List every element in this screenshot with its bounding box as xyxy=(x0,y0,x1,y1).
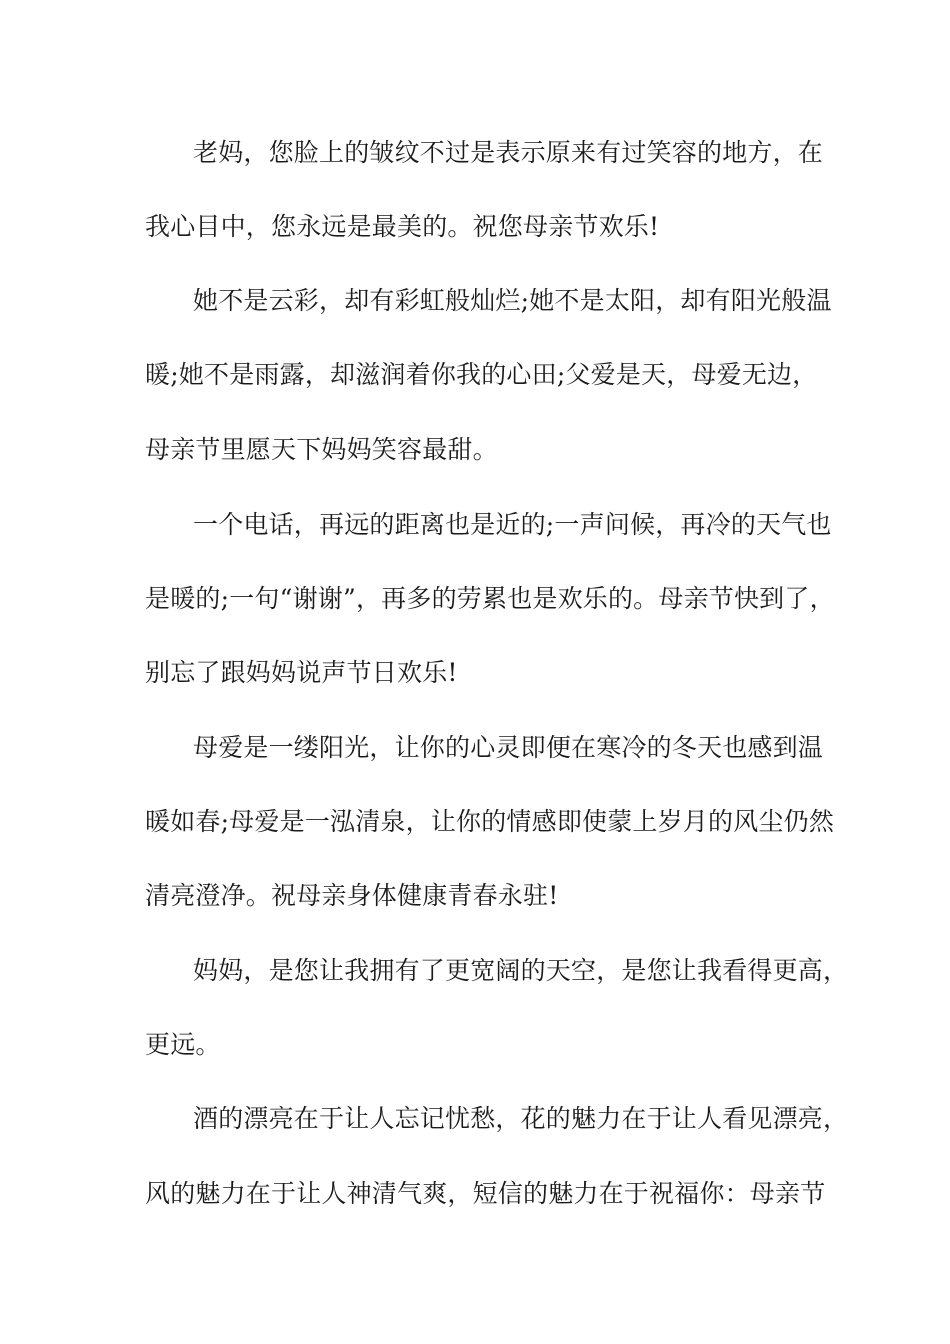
paragraph-1-line-1: 老妈，您脸上的皱纹不过是表示原来有过笑容的地方，在 xyxy=(193,138,824,167)
paragraph-2-line-2: 暖;她不是雨露，却滋润着你我的心田;父爱是天，母爱无边， xyxy=(145,360,818,389)
paragraph-2-line-3: 母亲节里愿天下妈妈笑容最甜。 xyxy=(145,435,498,464)
paragraph-4-line-3: 清亮澄净。祝母亲身体健康青春永驻! xyxy=(145,881,559,910)
paragraph-5-line-2: 更远。 xyxy=(145,1030,221,1059)
paragraph-4-line-2: 暖如春;母爱是一泓清泉，让你的情感即使蒙上岁月的风尘仍然 xyxy=(145,807,835,836)
paragraph-2-line-1: 她不是云彩，却有彩虹般灿烂;她不是太阳，却有阳光般温 xyxy=(193,286,832,315)
paragraph-3-line-1: 一个电话，再远的距离也是近的;一声问候，再冷的天气也 xyxy=(193,510,832,539)
paragraph-6-line-2: 风的魅力在于让人神清气爽，短信的魅力在于祝福你：母亲节 xyxy=(145,1179,826,1208)
paragraph-4-line-1: 母爱是一缕阳光，让你的心灵即便在寒冷的冬天也感到温 xyxy=(193,733,824,762)
paragraph-3-line-2: 是暖的;一句“谢谢”，再多的劳累也是欢乐的。母亲节快到了， xyxy=(145,584,835,613)
paragraph-5-line-1: 妈妈，是您让我拥有了更宽阔的天空，是您让我看得更高， xyxy=(193,956,849,985)
paragraph-1-line-2: 我心目中，您永远是最美的。祝您母亲节欢乐! xyxy=(145,212,660,241)
paragraph-3-line-3: 别忘了跟妈妈说声节日欢乐! xyxy=(145,658,458,687)
paragraph-6-line-1: 酒的漂亮在于让人忘记忧愁，花的魅力在于让人看见漂亮， xyxy=(193,1104,849,1133)
